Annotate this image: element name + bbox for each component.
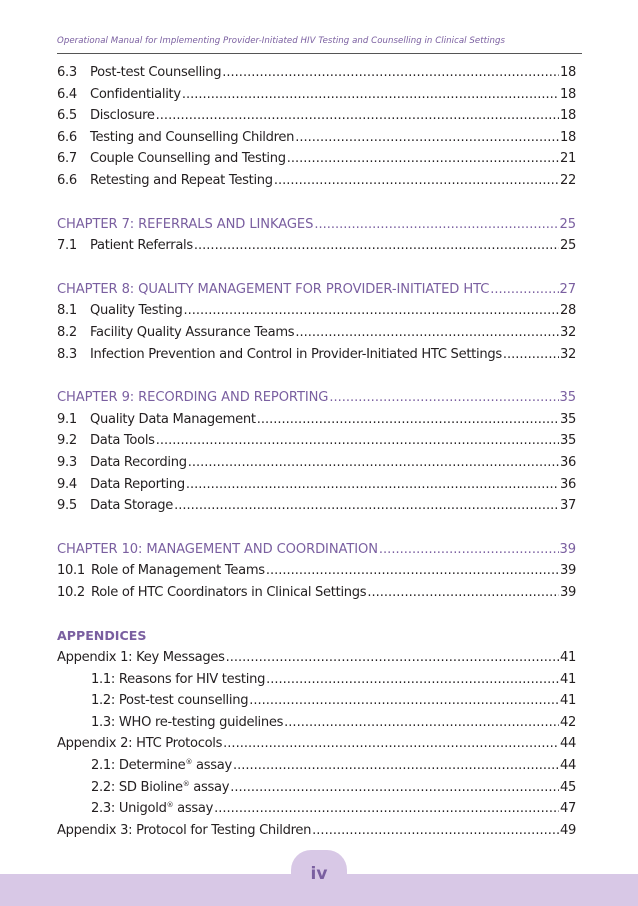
chapter-title: CHAPTER 7: REFERRALS AND LINKAGES [57,216,314,232]
toc-entry[interactable] [57,322,576,344]
dot-leader [287,148,559,170]
toc-entry[interactable] [57,148,576,170]
toc-page: 36 [559,454,576,470]
toc-title: 2.1: Determine [91,758,186,774]
toc-page: 39 [559,563,576,579]
dot-leader [312,820,559,842]
toc-entry[interactable] [57,560,576,582]
dot-leader [214,798,559,820]
chapter-page: 39 [559,541,576,557]
registered-mark: ® [185,758,193,767]
dot-leader [188,452,559,474]
dot-leader [194,235,559,257]
toc-title: Data Tools [90,433,155,449]
toc-entry[interactable] [57,170,576,192]
toc-entry[interactable] [57,582,576,604]
chapter-page: 27 [559,281,576,297]
toc-number: 6.7 [57,151,77,167]
toc-page: 44 [559,758,576,774]
dot-leader [226,647,559,669]
page-number: iv [310,864,328,884]
registered-mark: ® [182,779,190,788]
toc-number: 8.1 [57,303,77,319]
toc-title: 2.2: SD Bioline [91,779,183,795]
toc-title: Appendix 3: Protocol for Testing Children [57,822,312,838]
dot-leader [266,669,559,691]
toc-entry[interactable] [57,300,576,322]
toc-number: 10.2 [57,584,85,600]
dot-leader [503,344,559,366]
toc-chapter-7[interactable] [57,214,576,236]
appendices-heading: APPENDICES [57,628,147,644]
toc-number: 10.1 [57,563,85,579]
toc-title: 1.2: Post-test counselling [91,693,249,709]
dot-leader [156,105,559,127]
dot-leader [379,539,559,561]
toc-page: 49 [559,822,576,838]
toc-page: 32 [559,346,576,362]
toc-title: Appendix 1: Key Messages [57,650,225,666]
toc-title-suffix: assay [173,801,214,817]
toc-title: Data Storage [90,498,174,514]
toc-title: Role of Management Teams [91,563,265,579]
dot-leader [249,690,559,712]
toc-page: 47 [559,801,576,817]
toc-title: 2.3: Unigold [91,801,167,817]
toc-title: Retesting and Repeat Testing [90,172,273,188]
toc-entry[interactable] [57,409,576,431]
toc-appendix-sub[interactable] [57,777,576,799]
toc-number: 7.1 [57,238,77,254]
toc-appendix-sub[interactable] [57,755,576,777]
toc-page: 25 [559,238,576,254]
toc-entry[interactable] [57,344,576,366]
toc-title-group [91,777,229,799]
toc-entry[interactable] [57,62,576,84]
toc-page: 28 [559,303,576,319]
toc-appendix[interactable] [57,820,576,842]
registered-mark: ® [166,801,174,810]
toc-page: 35 [559,411,576,427]
toc-number: 8.3 [57,346,77,362]
toc-entry[interactable] [57,235,576,257]
section-gap [57,603,576,625]
toc-page: 44 [559,736,576,752]
toc-page: 18 [559,86,576,102]
section-gap [57,517,576,539]
toc-number: 6.3 [57,65,77,80]
chapter-page: 25 [559,216,576,232]
dot-leader [295,322,559,344]
dot-leader [233,755,559,777]
header-rule [57,53,582,54]
toc-page: 22 [559,172,576,188]
chapter-title: CHAPTER 10: MANAGEMENT AND COORDINATION [57,541,378,557]
chapter-title: CHAPTER 9: RECORDING AND REPORTING [57,390,329,406]
toc-title: Data Reporting [90,476,185,492]
toc-page: 36 [559,476,576,492]
toc-appendix-sub[interactable] [57,669,576,691]
toc-title: Quality Testing [90,303,183,319]
toc-page: 41 [559,693,576,709]
dot-leader [257,409,559,431]
toc-page: 35 [559,433,576,449]
dot-leader [295,127,559,149]
dot-leader [183,300,558,322]
toc-title: 1.1: Reasons for HIV testing [91,671,266,687]
toc-number: 8.2 [57,324,77,340]
toc-title: Disclosure [90,108,155,124]
toc-page: 45 [559,779,576,795]
toc-appendix-sub[interactable] [57,690,576,712]
dot-leader [230,777,559,799]
toc-number: 9.2 [57,433,77,449]
toc-title-group [91,798,213,820]
table-of-contents [57,62,576,841]
toc-title-suffix: assay [189,779,230,795]
dot-leader [223,733,559,755]
toc-page: 39 [559,584,576,600]
toc-appendix-sub[interactable] [57,712,576,734]
toc-title: Facility Quality Assurance Teams [90,324,295,340]
section-gap [57,257,576,279]
toc-appendix[interactable] [57,647,576,669]
running-header: Operational Manual for Implementing Provider-Initiated HIV Testing and Counselling in Clinical Settings [57,36,506,46]
toc-title: Data Recording [90,454,187,470]
toc-title: Role of HTC Coordinators in Clinical Settings [91,584,367,600]
toc-number: 6.6 [57,172,77,188]
toc-page: 41 [559,650,576,666]
toc-title: Quality Data Management [90,411,256,427]
toc-title: 1.3: WHO re-testing guidelines [91,714,284,730]
toc-entry[interactable] [57,474,576,496]
dot-leader [156,430,559,452]
dot-leader [284,712,559,734]
dot-leader [329,387,558,409]
dot-leader [182,84,559,106]
dot-leader [367,582,559,604]
toc-page: 18 [559,108,576,124]
toc-title: Infection Prevention and Control in Provider-Initiated HTC Settings [90,346,502,362]
toc-page: 41 [559,671,576,687]
toc-title: Confidentiality [90,86,181,102]
toc-page: 42 [559,714,576,730]
dot-leader [174,495,559,517]
chapter-page: 35 [559,390,576,406]
chapter-title: CHAPTER 8: QUALITY MANAGEMENT FOR PROVIDER-INITIATED HTC [57,281,490,297]
toc-entry[interactable] [57,84,576,106]
toc-number: 9.4 [57,476,77,492]
toc-entry[interactable] [57,430,576,452]
toc-entry[interactable] [57,105,576,127]
dot-leader [490,279,558,301]
toc-page: 18 [559,65,576,80]
toc-title: Appendix 2: HTC Protocols [57,736,223,752]
toc-appendix[interactable] [57,733,576,755]
dot-leader [314,214,558,236]
toc-page: 37 [559,498,576,514]
toc-title: Post-test Counselling [90,65,222,80]
toc-title: Couple Counselling and Testing [90,151,286,167]
toc-entry[interactable] [57,495,576,517]
dot-leader [274,170,559,192]
toc-number: 6.5 [57,108,77,124]
toc-page: 32 [559,324,576,340]
toc-chapter-9[interactable] [57,387,576,409]
toc-chapter-10[interactable] [57,539,576,561]
toc-number: 9.1 [57,411,77,427]
toc-number: 6.4 [57,86,77,102]
section-gap [57,365,576,387]
toc-title-suffix: assay [192,758,232,774]
toc-page: 21 [559,151,576,167]
toc-chapter-8[interactable] [57,279,576,301]
toc-number: 6.6 [57,129,77,145]
dot-leader [266,560,559,582]
toc-title: Patient Referrals [90,238,193,254]
toc-title: Testing and Counselling Children [90,129,295,145]
dot-leader [186,474,559,496]
dot-leader [222,62,559,84]
toc-number: 9.5 [57,498,77,514]
toc-page: 18 [559,129,576,145]
toc-number: 9.3 [57,454,77,470]
toc-entry[interactable] [57,452,576,474]
toc-appendix-sub[interactable] [57,798,576,820]
section-gap [57,192,576,214]
toc-title-group [91,755,232,777]
toc-entry[interactable] [57,127,576,149]
